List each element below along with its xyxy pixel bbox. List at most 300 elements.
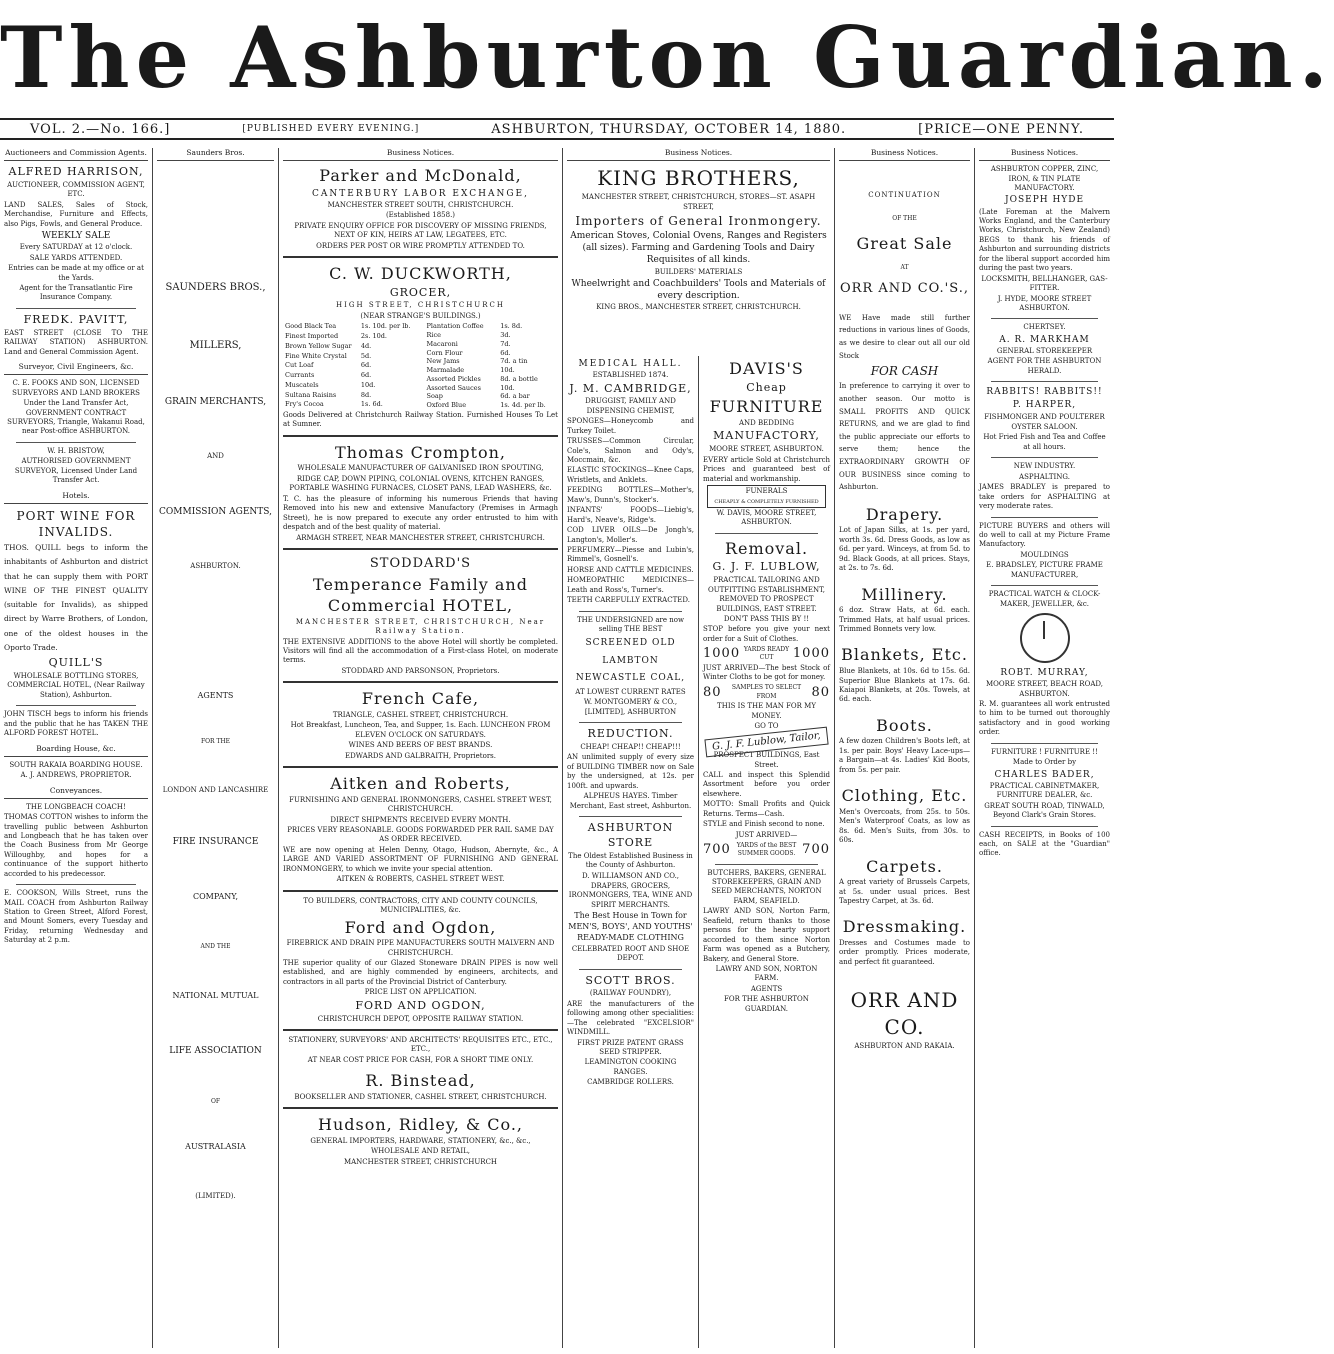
ad-line: LONDON AND LANCASHIRE <box>162 786 269 795</box>
ad-harrison <box>4 165 148 303</box>
ad-line: LEAMINGTON COOKING RANGES. <box>584 1058 677 1076</box>
ad-body: In preference to carrying it over to another season. Our motto is SMALL PROFITS AND QUICK RETURNS, and we are glad to find the public appreciate our efforts to serve them; hence the EXTRAORDINARY GROWTH OF OUR BUSINESS since coming to Ashburton. <box>839 382 970 492</box>
ad-body: Hot Breakfast, Luncheon, Tea, and Supper, 1s. Each. LUNCHEON FROM ELEVEN O'CLOCK ON SATURDAYS. <box>290 721 551 739</box>
ad-body: PICTURE BUYERS and others will do well to call at my Picture Frame Manufactory. <box>979 521 1110 549</box>
ad-line: CHEAPLY & COMPLETELY FURNISHED <box>714 498 819 505</box>
divider <box>579 816 682 817</box>
ad-ashburton-store <box>567 821 694 964</box>
section-header: Surveyor, Civil Engineers, &c. <box>4 362 148 375</box>
ad-heading: Blankets, Etc. <box>841 645 968 665</box>
ad-heading: Dressmaking. <box>842 917 967 937</box>
yards-banner <box>703 645 830 663</box>
price-cell: 6d. <box>360 361 372 370</box>
big-number: 700 <box>703 842 731 858</box>
ad-subtitle: CANTERBURY LABOR EXCHANGE, <box>312 188 529 199</box>
ad-line: (Established 1858.) <box>385 211 456 220</box>
ad-line: AGENTS <box>197 691 234 701</box>
ad-title: ORR AND CO.'S., <box>840 281 969 297</box>
list-item: FEEDING BOTTLES—Mother's, Maw's, Dunn's, Stocker's. <box>567 486 694 504</box>
ad-line: HIGH STREET, CHRISTCHURCH <box>336 301 505 310</box>
ad-title: REDUCTION. <box>587 727 674 741</box>
ad-body: Wheelwright and Coachbuilders' Tools and Materials of every description. <box>571 279 826 302</box>
section-header: Boarding House, &c. <box>4 744 148 757</box>
ad-king-brothers <box>567 165 830 313</box>
ad-line: OF THE <box>892 214 917 222</box>
divider <box>991 743 1098 744</box>
ad-line: FIRST PRIZE PATENT GRASS SEED STRIPPER. <box>577 1038 684 1057</box>
ad-line: ARMAGH STREET, NEAR MANCHESTER STREET, CHRISTCHURCH. <box>296 533 545 542</box>
ad-title: THE LONGBEACH COACH! <box>26 802 126 811</box>
ad-body: AUTHORISED GOVERNMENT SURVEYOR, Licensed Under Land Transfer Act. <box>14 457 138 485</box>
ad-body: Goods Delivered at Christchurch Railway Station. Furnished Houses To Let at Sumner. <box>283 411 558 429</box>
ad-orr <box>839 191 970 1052</box>
column-6 <box>834 148 974 1348</box>
ad-line: MANCHESTER STREET, CHRISTCHURCH, STORES—ST. ASAPH STREET, <box>581 193 816 211</box>
ad-lawry <box>703 869 830 1015</box>
funerals-box <box>707 485 825 508</box>
price-cell: 10d. <box>500 366 515 375</box>
list-item: COD LIVER OILS—De Jongh's, Langton's, Moller's. <box>567 526 694 544</box>
ad-body: T. C. has the pleasure of informing his numerous Friends that having Removed into his new and extensive Manufactory (Premises in Armagh Street), he is now prepared to execute any order entrusted to him with despatch and of the best quality of material. <box>283 494 558 532</box>
price: [PRICE—ONE PENNY. <box>918 121 1084 137</box>
price-cell: 6d. <box>500 348 511 357</box>
ad-line: EDWARDS AND GALBRAITH, Proprietors. <box>345 751 496 760</box>
price-cell: Sultana Raisins <box>285 390 337 399</box>
ad-title: CHARLES BADER, <box>994 769 1095 780</box>
ad-body: EAST STREET (CLOSE TO THE RAILWAY STATION) ASHBURTON. Land and General Commission Agent. <box>4 328 148 356</box>
big-number: 80 <box>811 684 830 700</box>
ad-title: P. HARPER, <box>1012 400 1077 411</box>
ad-pictures <box>979 522 1110 581</box>
ad-title: STODDARD'S <box>369 555 472 571</box>
ad-line: NATIONAL MUTUAL <box>172 990 259 1000</box>
ad-line: AITKEN & ROBERTS, CASHEL STREET WEST. <box>336 875 505 884</box>
ad-body: CALL and inspect this Splendid Assortment before you order elsewhere. <box>703 770 830 798</box>
ad-title: KING BROTHERS, <box>597 166 800 191</box>
ad-body: JOHN TISCH begs to inform his friends and the public that he has TAKEN THE ALFORD FOREST HOTEL. <box>4 710 148 738</box>
ad-line: CAMBRIDGE ROLLERS. <box>587 1078 674 1087</box>
ad-line: W. DAVIS, MOORE STREET, ASHBURTON. <box>716 508 817 527</box>
list-item: INFANTS' FOODS—Liebig's, Hard's, Neave's, Ridge's. <box>567 506 694 524</box>
ad-markham <box>979 323 1110 376</box>
price-row <box>283 371 417 381</box>
ad-subtitle: BOOKSELLER AND STATIONER, CASHEL STREET, CHRISTCHURCH. <box>294 1092 547 1101</box>
price-row <box>283 352 417 362</box>
ad-duckworth <box>283 263 558 430</box>
ad-saunders <box>157 281 274 1202</box>
ad-stationery <box>283 1036 558 1065</box>
price-row <box>425 392 559 401</box>
ad-subtitle: FIREBRICK AND DRAIN PIPE MANUFACTURERS SOUTH MALVERN AND CHRISTCHURCH. <box>286 939 555 957</box>
price-cell: 4d. <box>360 341 372 350</box>
divider <box>16 705 136 706</box>
newspaper-title: The Ashburton Guardian. <box>0 8 1334 107</box>
ad-line: WINES AND BEERS OF BEST BRANDS. <box>348 741 493 750</box>
section-header: Saunders Bros. <box>157 148 274 161</box>
column-5 <box>698 356 834 1348</box>
place-date: ASHBURTON, THURSDAY, OCTOBER 14, 1880. <box>491 121 847 137</box>
ad-body: JAMES BRADLEY is prepared to take orders for ASPHALTING at very moderate rates. <box>979 483 1110 511</box>
column-1 <box>0 148 152 1348</box>
price-cell: Good Black Tea <box>285 322 337 331</box>
big-number: 80 <box>703 684 722 700</box>
ad-title: C. W. DUCKWORTH, <box>329 264 512 284</box>
ad-body: THOS. QUILL begs to inform the inhabitants of Ashburton and district that he can supply them with PORT WINE OF THE FINEST QUALITY (suitable for Invalids), as shipped direct by Warre Brothers, of London, one of the oldest houses in the Oporto Trade. <box>4 543 148 652</box>
price-cell: Assorted Sauces <box>426 383 481 392</box>
ad-line: CELEBRATED ROOT AND SHOE DEPOT. <box>571 944 690 963</box>
big-number: 1000 <box>703 646 741 662</box>
price-cell: 6d. a bar <box>500 392 530 401</box>
ad-title: MEDICAL HALL. <box>578 359 683 369</box>
ad-subtitle: CHEAP! CHEAP!! CHEAP!!! <box>580 742 681 751</box>
divider <box>16 884 136 885</box>
summer-banner <box>703 841 830 859</box>
ad-reduction <box>567 727 694 811</box>
ad-title: Ford and Ogdon, <box>344 917 497 937</box>
divider <box>991 585 1098 586</box>
ad-title: FREDK. PAVITT, <box>23 312 129 326</box>
ad-line: COMPANY, <box>192 891 239 901</box>
ad-body: JUST ARRIVED—The best Stock of Winter Cloths to be got for money. <box>703 663 830 682</box>
ad-line: WEEKLY SALE <box>41 231 111 242</box>
price-cell: Oxford Blue <box>426 401 467 410</box>
ad-cookson <box>4 889 148 946</box>
ad-subtitle: FOR CASH <box>870 364 939 379</box>
section-header: Business Notices. <box>839 148 970 161</box>
ad-subtitle: Importers of General Ironmongery. <box>575 214 822 228</box>
ad-line: ALPHEUS HAYES. Timber Merchant, East street, Ashburton. <box>569 792 692 810</box>
ad-title: MOULDINGS <box>1020 550 1069 559</box>
divider <box>715 864 818 865</box>
ad-bradley <box>979 462 1110 511</box>
divider <box>991 457 1098 458</box>
price-cell: 2s. 10d. <box>360 332 387 341</box>
ad-line: ESTABLISHED 1874. <box>592 371 669 380</box>
section-header: Hotels. <box>4 491 148 504</box>
ad-line: AND BEDDING <box>739 419 794 428</box>
ad-subtitle: GENERAL STOREKEEPER <box>996 346 1093 355</box>
ad-body: A great variety of Brussels Carpets, at 5s. under usual prices. Best Tapestry Carpet, at 3s. 6d. <box>839 878 970 905</box>
ad-title: SOUTH RAKAIA BOARDING HOUSE. <box>9 760 143 769</box>
ad-subtitle: (RAILWAY FOUNDRY), <box>589 989 672 998</box>
ad-body: THOMAS COTTON wishes to inform the travelling public between Ashburton and Longbeach that he has taken over the Coach Business from Mr George Willoughby, and hopes for a continuance of the support hitherto accorded to his predecessor. <box>4 813 148 878</box>
ad-harper <box>979 386 1110 452</box>
ad-line: PRICES VERY REASONABLE. GOODS FORWARDED PER RAIL SAME DAY AS ORDER RECEIVED. <box>287 826 554 844</box>
price-cell: Fine White Crystal <box>285 351 347 360</box>
price-row <box>425 331 559 340</box>
section-header: Business Notices. <box>979 148 1110 161</box>
price-cell: 8d. a bottle <box>500 374 538 383</box>
list-item: ELASTIC STOCKINGS—Knee Caps, Wristlets, and Anklets. <box>567 466 694 484</box>
column-2 <box>152 148 278 1348</box>
ad-title: ASHBURTON STORE <box>587 820 674 849</box>
ad-line: GREAT SOUTH ROAD, TINWALD, Beyond Clark's Grain Stores. <box>984 801 1105 820</box>
ad-heading: Millinery. <box>861 584 948 604</box>
pocket-watch-icon <box>1020 613 1070 663</box>
list-item: HOMEOPATHIC MEDICINES—Leath and Ross's, Turner's. <box>567 576 694 594</box>
samples-banner <box>703 684 830 702</box>
ad-line: GO TO <box>754 722 779 731</box>
price-row <box>425 340 559 349</box>
tailor-sign: G. J. F. Lublow, Tailor, <box>704 726 828 756</box>
ad-title: R. Binstead, <box>365 1071 476 1091</box>
ad-title: SCREENED OLD LAMBTON NEWCASTLE COAL, <box>575 638 686 683</box>
ad-heading: Carpets. <box>866 856 943 876</box>
ad-line: GRAIN MERCHANTS, <box>164 397 267 408</box>
ad-title: JOSEPH HYDE <box>1004 195 1085 206</box>
ad-line: DON'T PASS THIS BY !! <box>723 615 810 623</box>
ad-title: Aitken and Roberts, <box>330 774 511 794</box>
price-cell: New Jams <box>426 357 460 366</box>
price-cell: Marmalade <box>426 366 465 375</box>
ad-heading: Boots. <box>876 715 933 735</box>
ad-line: LIFE ASSOCIATION <box>169 1046 262 1057</box>
price-row <box>425 366 559 375</box>
ad-body: STOP before you give your next order for a Suit of Clothes. <box>703 625 830 643</box>
ad-title: PRACTICAL WATCH & CLOCK-MAKER, JEWELLER, &c. <box>988 590 1101 608</box>
ad-bader <box>979 748 1110 821</box>
ad-body: CASH RECEIPTS, in Books of 100 each, on SALE at the "Guardian" office. <box>979 830 1110 858</box>
ad-body: R. M. guarantees all work entrusted to him to be turned out thoroughly satisfactory and in good working order. <box>979 700 1110 737</box>
divider <box>579 969 682 970</box>
price-cell: Macaroni <box>426 339 458 348</box>
column-4-left <box>562 356 698 1348</box>
column-7 <box>974 148 1114 1348</box>
price-row <box>425 384 559 393</box>
ad-line: MANCHESTER STREET, CHRISTCHURCH, Near Railway Station. <box>295 617 546 636</box>
ad-fooks <box>4 379 148 437</box>
divider <box>579 722 682 723</box>
price-cell: 6d. <box>360 371 372 380</box>
ad-title: ORR AND CO. <box>850 988 959 1040</box>
ad-line: (LIMITED). <box>195 1192 236 1201</box>
ad-receipts <box>979 831 1110 859</box>
price-cell: 3d. <box>500 331 511 340</box>
ad-title: STATIONERY, SURVEYORS' AND ARCHITECTS' REQUISITES ETC., ETC., ETC., <box>288 1036 553 1054</box>
ad-hudson <box>283 1114 558 1167</box>
divider <box>991 826 1098 827</box>
ad-subtitle: WHOLESALE MANUFACTURER OF GALVANISED IRON SPOUTING, <box>297 464 544 473</box>
masthead <box>0 0 1334 120</box>
ad-line: THE UNDERSIGNED are now selling THE BEST <box>577 615 684 634</box>
divider <box>283 548 558 550</box>
ad-line: LOCKSMITH, BELLHANGER, GAS-FITTER. <box>981 274 1108 293</box>
ad-line: ASHBURTON. <box>190 561 241 570</box>
divider <box>283 766 558 768</box>
price-row <box>425 349 559 358</box>
big-number: 700 <box>802 842 830 858</box>
ad-tisch <box>4 710 148 738</box>
ad-subtitle: AT NEAR COST PRICE FOR CASH, FOR A SHORT TIME ONLY. <box>307 1055 534 1064</box>
ad-line: WHOLESALE AND RETAIL, <box>370 1147 470 1156</box>
big-number: 1000 <box>792 646 830 662</box>
ad-line: COMMISSION AGENTS, <box>159 506 272 517</box>
ad-subtitle: PRACTICAL CABINETMAKER, FURNITURE DEALER, &c. <box>989 781 1100 800</box>
ad-subtitle: GENERAL IMPORTERS, HARDWARE, STATIONERY, &c., &c., <box>310 1136 531 1145</box>
ad-line: SAMPLES TO SELECT FROM <box>731 684 802 700</box>
ad-medical-hall <box>567 358 694 606</box>
ad-title: ROBT. MURRAY, <box>1000 668 1089 678</box>
ad-line: OF <box>210 1097 221 1105</box>
ad-bristow <box>4 447 148 486</box>
price-cell: Fry's Cocoa <box>285 400 324 409</box>
divider <box>283 1029 558 1031</box>
ad-line: MANCHESTER STREET SOUTH, CHRISTCHURCH. <box>327 200 514 209</box>
ad-body: (Late Foreman at the Malvern Works England, and the Canterbury Works, Christchurch, New Zealand) BEGS to thank his friends of Ashburton and surrounding districts for the liberal support accorded him during the past two years. <box>979 207 1110 273</box>
ad-body: Lot of Japan Silks, at 1s. per yard, worth 3s. 6d. Dress Goods, as low as 6d. per yard. Winceys, at from 5d. to 9d. Black Goods, at all prices. Stays, at 2s. to 7s. 6d. <box>839 526 970 573</box>
ad-ford-ogdon <box>283 897 558 1024</box>
section-header: Conveyances. <box>4 786 148 799</box>
ad-line: Agent for the Transatlantic Fire Insurance Company. <box>19 284 133 302</box>
list-item: TEETH CAREFULLY EXTRACTED. <box>567 596 690 605</box>
ad-subtitle: FISHMONGER AND POULTERER <box>984 412 1105 421</box>
ad-title: French Cafe, <box>361 689 480 709</box>
ad-line: BUILDERS' MATERIALS <box>654 267 743 276</box>
ad-line: AGENT FOR THE ASHBURTON HERALD. <box>987 357 1102 375</box>
ad-line: YARDS of the BEST SUMMER GOODS. <box>736 841 797 857</box>
divider <box>991 517 1098 518</box>
ad-coal <box>567 616 694 717</box>
item-list <box>567 417 694 605</box>
price-cell: Soap <box>426 392 443 401</box>
ad-line: FUNERALS <box>745 487 788 496</box>
ad-line: AND <box>207 452 224 461</box>
divider <box>16 308 136 309</box>
ad-title: Thomas Crompton, <box>334 442 506 462</box>
ad-title: BUTCHERS, BAKERS, GENERAL STOREKEEPERS, GRAIN AND SEED MERCHANTS, NORTON FARM, SEAFIELD. <box>707 868 826 905</box>
ad-line: J. HYDE, MOORE STREET ASHBURTON. <box>997 294 1092 312</box>
ad-line: LAWRY AND SON, NORTON FARM. <box>715 964 818 983</box>
ad-line: JUST ARRIVED— <box>735 830 798 839</box>
price-cell: 10d. <box>360 380 376 389</box>
ad-line: Entries can be made at my office or at the Yards. <box>8 264 144 282</box>
ad-body: 6 doz. Straw Hats, at 6d. each. Trimmed Hats, at half usual prices. Trimmed Bonnets very low. <box>839 606 970 634</box>
ad-body: WE Have made still further reductions in various lines of Goods, as we desire to clear out all our old Stock <box>839 313 970 360</box>
price-row <box>425 322 559 331</box>
ad-body: E. COOKSON, Wills Street, runs the MAIL COACH from Ashburton Railway Station to Green Street, Alford Forest, and Mount Somers, every Tuesday and Friday, returning Wednesday and Saturday at 2 p.m. <box>4 889 148 945</box>
ad-line: MOORE STREET, BEACH ROAD, ASHBURTON. <box>986 680 1103 698</box>
price-row <box>425 401 559 410</box>
ad-line: YARDS READY CUT <box>743 645 790 662</box>
price-row <box>425 357 559 366</box>
ad-line: OYSTER SALOON. <box>1011 423 1078 431</box>
ad-line: KING BROS., MANCHESTER STREET, CHRISTCHURCH. <box>596 303 801 312</box>
price-table <box>425 322 559 410</box>
ad-title: Great Sale <box>856 233 953 253</box>
ad-body: A few dozen Children's Boots left, at 1s. per pair. Boys' Heavy Lace-ups—a Bargain—at 4s. Ladies' Kid Boots, from 5s. per pair. <box>839 737 970 774</box>
divider <box>283 256 558 258</box>
ad-title: A. R. MARKHAM <box>999 334 1090 345</box>
ad-line: FOR THE ASHBURTON GUARDIAN. <box>724 995 809 1013</box>
ad-line: ORDERS PER POST OR WIRE PROMPTLY ATTENDED TO. <box>316 241 525 250</box>
ad-title: J. M. CAMBRIDGE, <box>569 381 692 395</box>
price-row <box>283 342 417 352</box>
price-cell: 8d. <box>360 390 372 399</box>
divider <box>283 890 558 892</box>
published-note: [PUBLISHED EVERY EVENING.] <box>242 124 420 134</box>
ad-heading: Clothing, Etc. <box>841 786 968 806</box>
ad-title: C. E. FOOKS AND SON, LICENSED SURVEYORS AND LAND BROKERS <box>12 379 140 397</box>
price-list <box>283 322 558 410</box>
volume-number: VOL. 2.—No. 166.] <box>30 121 171 137</box>
divider <box>283 1107 558 1109</box>
ad-subtitle: AUCTIONEER, COMMISSION AGENT, ETC. <box>7 180 145 199</box>
ad-body: WE are now opening at Helen Denny, Otago, Hudson, Abernyte, &c., A LARGE AND VARIED ASSORTMENT OF FURNISHING AND GENERAL IRONMONGERY, to which we invite your special attention. <box>283 845 558 873</box>
ad-line: W. MONTGOMERY & CO., [LIMITED], ASHBURTON <box>583 698 678 716</box>
price-row <box>283 332 417 342</box>
ad-line: TRIANGLE, CASHEL STREET, CHRISTCHURCH. <box>332 710 509 719</box>
ad-line: (NEAR STRANGE'S BUILDINGS.) <box>360 311 481 320</box>
list-item: HORSE AND CATTLE MEDICINES. <box>567 565 694 574</box>
ad-davis <box>703 358 830 528</box>
ad-line: SAUNDERS BROS., <box>165 282 266 294</box>
ad-body: ARE the manufacturers of the following among other specialities:—The celebrated "EXCELSIOR" WINDMILL. <box>567 999 694 1037</box>
ad-french-cafe <box>283 688 558 761</box>
ad-body: Men's Overcoats, from 25s. to 50s. Men's Waterproof Coats, as low as 8s. 6d. Men's Suits, from 30s. to 60s. <box>839 807 970 845</box>
ad-line: CHERTSEY. <box>1023 323 1066 332</box>
ad-scott-bros <box>567 974 694 1088</box>
ad-subtitle: MANUFACTORY, <box>713 429 820 443</box>
ad-title: D. WILLIAMSON AND CO., <box>581 871 680 880</box>
ad-line: TO BUILDERS, CONTRACTORS, CITY AND COUNTY COUNCILS, MUNICIPALITIES, &c. <box>303 896 538 915</box>
dateline <box>0 118 1114 140</box>
ad-title: Parker and McDonald, <box>319 166 522 186</box>
ad-line: Every SATURDAY at 12 o'clock. <box>19 243 133 252</box>
price-table <box>283 322 417 410</box>
ad-title: ASPHALTING. <box>1019 472 1070 481</box>
ad-line: PRICE LIST ON APPLICATION. <box>364 988 477 997</box>
price-cell: 7d. a tin <box>500 357 528 366</box>
ad-body: EVERY article Sold at Christchurch Prices and guaranteed best of material and workmanship. <box>703 455 830 483</box>
ad-line: MOORE STREET, ASHBURTON. <box>709 445 824 454</box>
ad-line: SALE YARDS ATTENDED. <box>29 253 123 262</box>
divider <box>715 533 818 534</box>
ad-binstead <box>283 1070 558 1102</box>
ad-body: Dresses and Costumes made to order promptly. Prices moderate, and perfect fit guaranteed. <box>839 939 970 966</box>
ad-line: THIS IS THE MAN FOR MY MONEY. <box>717 702 816 720</box>
ad-line: Made to Order by <box>1012 758 1077 767</box>
ad-title: FORD AND OGDON, <box>355 998 486 1012</box>
price-cell: Currants <box>285 371 315 380</box>
price-cell: 1s. 4d. per lb. <box>500 401 546 410</box>
price-cell: Rice <box>426 331 441 340</box>
price-cell: Corn Flour <box>426 348 463 357</box>
ad-body: STYLE and Finish second to none. <box>703 820 825 829</box>
ad-subtitle: CHRISTCHURCH DEPOT, OPPOSITE RAILWAY STATION. <box>317 1014 524 1023</box>
ad-title: G. J. F. LUBLOW, <box>712 560 821 574</box>
price-cell: 10d. <box>500 383 515 392</box>
ad-body: RIDGE CAP, DOWN PIPING, COLONIAL OVENS, KITCHEN RANGES, PORTABLE WASHING FURNACES, CLOSET PANS, LEAD WASHERS, &c. <box>289 474 552 493</box>
price-cell: 7d. <box>500 339 511 348</box>
ad-line: AT LOWEST CURRENT RATES <box>575 687 686 696</box>
ad-body: AN unlimited supply of every size of BUILDING TIMBER now on Sale by the undersigned, at 12s. per 100ft. and upwards. <box>567 753 694 790</box>
price-cell: Cut Loaf <box>285 361 314 370</box>
list-item: PERFUMERY—Piesse and Lubin's, Rimmel's, Gosnell's. <box>567 545 694 564</box>
ad-lublow <box>703 538 830 859</box>
section-header: Business Notices. <box>283 148 558 161</box>
ad-line: AGENTS <box>750 984 783 993</box>
ad-heading: Drapery. <box>865 504 944 524</box>
ad-title: ASHBURTON COPPER, ZINC, IRON, & TIN PLATE MANUFACTORY. <box>990 165 1099 192</box>
divider <box>579 611 682 612</box>
ad-title: QUILL'S <box>48 656 104 670</box>
ad-title: PORT WINE FOR INVALIDS. <box>16 508 136 539</box>
ad-line: FOR THE <box>200 738 231 746</box>
ad-line: STODDARD AND PARSONSON, Proprietors. <box>341 666 500 675</box>
list-item: TRUSSES—Common Circular, Cole's, Salmon and Ody's, Moccmain, &c. <box>567 437 694 465</box>
ad-title: Removal. <box>724 538 809 558</box>
ad-line: AT <box>900 264 909 272</box>
